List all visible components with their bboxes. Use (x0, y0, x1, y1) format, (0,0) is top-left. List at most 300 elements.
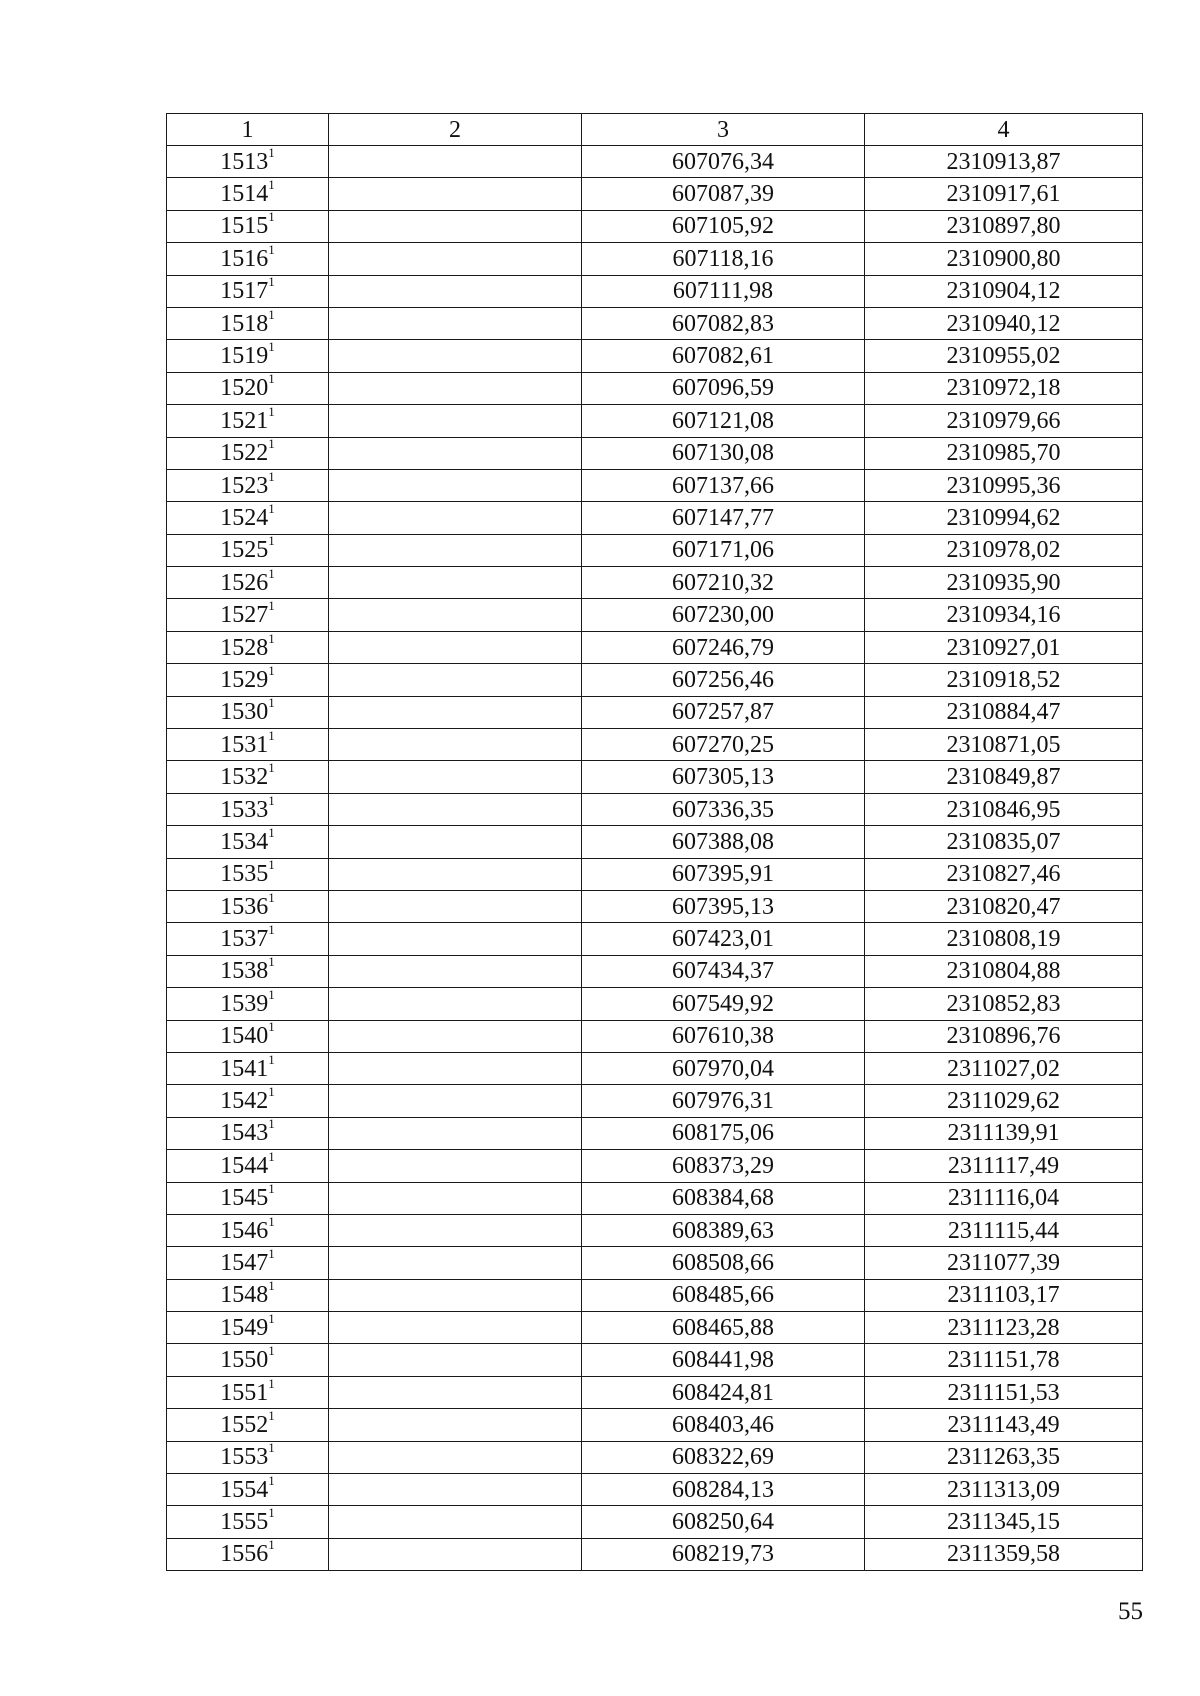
y-coordinate-cell: 2310918,52 (865, 664, 1143, 696)
point-number-superscript: 1 (268, 1245, 275, 1261)
x-coordinate-cell: 608424,81 (582, 1376, 865, 1408)
point-number: 1554 (220, 1476, 269, 1503)
x-coordinate-cell: 607147,77 (582, 502, 865, 534)
point-number-cell (167, 631, 329, 663)
x-coordinate-cell: 607610,38 (582, 1020, 865, 1052)
table-row (167, 1279, 1143, 1311)
table-row (167, 696, 1143, 728)
point-number: 1543 (220, 1120, 269, 1147)
x-coordinate-cell: 607395,13 (582, 890, 865, 922)
x-coordinate-cell: 607210,32 (582, 567, 865, 599)
point-number: 1528 (220, 634, 269, 661)
point-number-cell (167, 1441, 329, 1473)
empty-cell (329, 1214, 582, 1246)
point-number-superscript: 1 (268, 209, 275, 225)
x-coordinate-cell: 608465,88 (582, 1312, 865, 1344)
point-number-cell (167, 275, 329, 307)
y-coordinate-cell: 2311103,17 (865, 1279, 1143, 1311)
y-coordinate-cell: 2311077,39 (865, 1247, 1143, 1279)
y-coordinate-cell: 2310940,12 (865, 307, 1143, 339)
point-number: 1526 (220, 569, 269, 596)
table-row (167, 178, 1143, 210)
point-number-cell (167, 1182, 329, 1214)
point-number-cell (167, 210, 329, 242)
table-row (167, 826, 1143, 858)
empty-cell (329, 210, 582, 242)
empty-cell (329, 1506, 582, 1538)
table-row (167, 599, 1143, 631)
point-number-superscript: 1 (268, 630, 275, 646)
empty-cell (329, 1117, 582, 1149)
table-row (167, 1117, 1143, 1149)
point-number-superscript: 1 (268, 1084, 275, 1100)
table-body (167, 146, 1143, 1571)
empty-cell (329, 1344, 582, 1376)
y-coordinate-cell: 2310994,62 (865, 502, 1143, 534)
empty-cell (329, 372, 582, 404)
x-coordinate-cell: 607270,25 (582, 729, 865, 761)
y-coordinate-cell: 2311116,04 (865, 1182, 1143, 1214)
point-number-cell (167, 988, 329, 1020)
y-coordinate-cell: 2310904,12 (865, 275, 1143, 307)
y-coordinate-cell: 2310995,36 (865, 469, 1143, 501)
x-coordinate-cell: 607096,59 (582, 372, 865, 404)
point-number-superscript: 1 (268, 727, 275, 743)
point-number-superscript: 1 (268, 598, 275, 614)
empty-cell (329, 340, 582, 372)
y-coordinate-cell: 2311115,44 (865, 1214, 1143, 1246)
point-number-superscript: 1 (268, 662, 275, 678)
empty-cell (329, 534, 582, 566)
point-number-cell (167, 1344, 329, 1376)
point-number-superscript: 1 (268, 889, 275, 905)
table-row (167, 1085, 1143, 1117)
point-number: 1513 (220, 148, 269, 175)
table-row (167, 1182, 1143, 1214)
y-coordinate-cell: 2310827,46 (865, 858, 1143, 890)
point-number-superscript: 1 (268, 436, 275, 452)
point-number-superscript: 1 (268, 177, 275, 193)
table-row (167, 631, 1143, 663)
point-number-cell (167, 340, 329, 372)
y-coordinate-cell: 2310808,19 (865, 923, 1143, 955)
y-coordinate-cell: 2310835,07 (865, 826, 1143, 858)
y-coordinate-cell: 2311345,15 (865, 1506, 1143, 1538)
point-number-cell (167, 502, 329, 534)
x-coordinate-cell: 607970,04 (582, 1052, 865, 1084)
empty-cell (329, 1182, 582, 1214)
y-coordinate-cell: 2311151,78 (865, 1344, 1143, 1376)
empty-cell (329, 405, 582, 437)
y-coordinate-cell: 2311123,28 (865, 1312, 1143, 1344)
point-number-superscript: 1 (268, 565, 275, 581)
point-number-cell (167, 923, 329, 955)
x-coordinate-cell: 607076,34 (582, 146, 865, 178)
x-coordinate-cell: 607336,35 (582, 793, 865, 825)
x-coordinate-cell: 608403,46 (582, 1409, 865, 1441)
x-coordinate-cell: 608373,29 (582, 1150, 865, 1182)
table-row (167, 405, 1143, 437)
empty-cell (329, 1474, 582, 1506)
x-coordinate-cell: 608175,06 (582, 1117, 865, 1149)
empty-cell (329, 858, 582, 890)
table-row (167, 858, 1143, 890)
point-number-cell (167, 1085, 329, 1117)
x-coordinate-cell: 607246,79 (582, 631, 865, 663)
table-row (167, 793, 1143, 825)
point-number-superscript: 1 (268, 403, 275, 419)
page-number: 55 (1118, 1598, 1143, 1625)
point-number-cell (167, 1052, 329, 1084)
point-number-cell (167, 1117, 329, 1149)
point-number-cell (167, 567, 329, 599)
y-coordinate-cell: 2310852,83 (865, 988, 1143, 1020)
point-number-superscript: 1 (268, 1440, 275, 1456)
x-coordinate-cell: 607976,31 (582, 1085, 865, 1117)
header-col-2: 2 (329, 114, 582, 146)
table-row (167, 437, 1143, 469)
x-coordinate-cell: 607130,08 (582, 437, 865, 469)
table-row (167, 210, 1143, 242)
empty-cell (329, 664, 582, 696)
point-number: 1519 (220, 343, 269, 370)
x-coordinate-cell: 608250,64 (582, 1506, 865, 1538)
point-number-superscript: 1 (268, 1310, 275, 1326)
table-row (167, 1474, 1143, 1506)
point-number-superscript: 1 (268, 274, 275, 290)
point-number-cell (167, 1214, 329, 1246)
table-row (167, 146, 1143, 178)
empty-cell (329, 1085, 582, 1117)
y-coordinate-cell: 2310913,87 (865, 146, 1143, 178)
table-header (167, 114, 1143, 146)
point-number-cell (167, 1020, 329, 1052)
empty-cell (329, 275, 582, 307)
point-number: 1531 (220, 731, 269, 758)
empty-cell (329, 599, 582, 631)
table-row (167, 890, 1143, 922)
table-row (167, 1441, 1143, 1473)
empty-cell (329, 988, 582, 1020)
x-coordinate-cell: 607121,08 (582, 405, 865, 437)
point-number-cell (167, 1538, 329, 1570)
point-number: 1533 (220, 796, 269, 823)
point-number: 1522 (220, 440, 269, 467)
x-coordinate-cell: 607082,83 (582, 307, 865, 339)
y-coordinate-cell: 2310896,76 (865, 1020, 1143, 1052)
point-number-cell (167, 858, 329, 890)
table-row (167, 1538, 1143, 1570)
y-coordinate-cell: 2310897,80 (865, 210, 1143, 242)
empty-cell (329, 243, 582, 275)
point-number-superscript: 1 (268, 695, 275, 711)
point-number-cell (167, 534, 329, 566)
y-coordinate-cell: 2311139,91 (865, 1117, 1143, 1149)
point-number: 1530 (220, 699, 269, 726)
point-number: 1550 (220, 1347, 269, 1374)
point-number: 1556 (220, 1541, 269, 1568)
y-coordinate-cell: 2310820,47 (865, 890, 1143, 922)
header-col-3: 3 (582, 114, 865, 146)
x-coordinate-cell: 608485,66 (582, 1279, 865, 1311)
table-row (167, 567, 1143, 599)
point-number-cell (167, 826, 329, 858)
header-row (167, 114, 1143, 146)
point-number-cell (167, 1150, 329, 1182)
coordinates-table (166, 113, 1143, 1571)
point-number: 1540 (220, 1023, 269, 1050)
point-number: 1537 (220, 926, 269, 953)
y-coordinate-cell: 2310884,47 (865, 696, 1143, 728)
x-coordinate-cell: 607105,92 (582, 210, 865, 242)
empty-cell (329, 1538, 582, 1570)
y-coordinate-cell: 2310917,61 (865, 178, 1143, 210)
x-coordinate-cell: 607118,16 (582, 243, 865, 275)
x-coordinate-cell: 607256,46 (582, 664, 865, 696)
table-row (167, 1376, 1143, 1408)
point-number-superscript: 1 (268, 1116, 275, 1132)
point-number: 1541 (220, 1055, 269, 1082)
y-coordinate-cell: 2310927,01 (865, 631, 1143, 663)
point-number-superscript: 1 (268, 1278, 275, 1294)
y-coordinate-cell: 2310804,88 (865, 955, 1143, 987)
table-row (167, 469, 1143, 501)
y-coordinate-cell: 2311117,49 (865, 1150, 1143, 1182)
point-number-cell (167, 1506, 329, 1538)
table-row (167, 664, 1143, 696)
point-number: 1523 (220, 472, 269, 499)
y-coordinate-cell: 2310934,16 (865, 599, 1143, 631)
table-row (167, 1214, 1143, 1246)
y-coordinate-cell: 2311151,53 (865, 1376, 1143, 1408)
empty-cell (329, 793, 582, 825)
point-number-cell (167, 793, 329, 825)
empty-cell (329, 146, 582, 178)
y-coordinate-cell: 2311313,09 (865, 1474, 1143, 1506)
empty-cell (329, 1150, 582, 1182)
point-number-superscript: 1 (268, 500, 275, 516)
point-number-superscript: 1 (268, 306, 275, 322)
point-number-cell (167, 243, 329, 275)
empty-cell (329, 307, 582, 339)
x-coordinate-cell: 608389,63 (582, 1214, 865, 1246)
point-number: 1546 (220, 1217, 269, 1244)
point-number-cell (167, 890, 329, 922)
header-col-1: 1 (167, 114, 329, 146)
empty-cell (329, 502, 582, 534)
point-number: 1532 (220, 764, 269, 791)
point-number: 1545 (220, 1185, 269, 1212)
empty-cell (329, 696, 582, 728)
empty-cell (329, 631, 582, 663)
y-coordinate-cell: 2310871,05 (865, 729, 1143, 761)
point-number-cell (167, 437, 329, 469)
point-number: 1553 (220, 1444, 269, 1471)
y-coordinate-cell: 2311143,49 (865, 1409, 1143, 1441)
x-coordinate-cell: 607230,00 (582, 599, 865, 631)
point-number-superscript: 1 (268, 1505, 275, 1521)
empty-cell (329, 178, 582, 210)
point-number: 1529 (220, 666, 269, 693)
y-coordinate-cell: 2310955,02 (865, 340, 1143, 372)
point-number: 1547 (220, 1249, 269, 1276)
point-number-superscript: 1 (268, 1472, 275, 1488)
y-coordinate-cell: 2310935,90 (865, 567, 1143, 599)
point-number: 1525 (220, 537, 269, 564)
table-row (167, 275, 1143, 307)
header-col-4: 4 (865, 114, 1143, 146)
point-number-superscript: 1 (268, 241, 275, 257)
x-coordinate-cell: 607137,66 (582, 469, 865, 501)
point-number-cell (167, 955, 329, 987)
point-number-cell (167, 469, 329, 501)
point-number-cell (167, 178, 329, 210)
point-number: 1549 (220, 1314, 269, 1341)
empty-cell (329, 955, 582, 987)
point-number-cell (167, 1279, 329, 1311)
point-number-superscript: 1 (268, 1051, 275, 1067)
point-number-superscript: 1 (268, 986, 275, 1002)
table-row (167, 1052, 1143, 1084)
point-number: 1535 (220, 861, 269, 888)
point-number-cell (167, 696, 329, 728)
point-number: 1544 (220, 1152, 269, 1179)
point-number-cell (167, 405, 329, 437)
point-number: 1516 (220, 245, 269, 272)
point-number: 1534 (220, 828, 269, 855)
empty-cell (329, 1441, 582, 1473)
y-coordinate-cell: 2310849,87 (865, 761, 1143, 793)
empty-cell (329, 1052, 582, 1084)
point-number: 1524 (220, 504, 269, 531)
empty-cell (329, 890, 582, 922)
point-number-superscript: 1 (268, 1181, 275, 1197)
empty-cell (329, 923, 582, 955)
y-coordinate-cell: 2310978,02 (865, 534, 1143, 566)
point-number-superscript: 1 (268, 760, 275, 776)
point-number: 1514 (220, 181, 269, 208)
x-coordinate-cell: 608384,68 (582, 1182, 865, 1214)
point-number: 1555 (220, 1509, 269, 1536)
empty-cell (329, 1020, 582, 1052)
point-number-superscript: 1 (268, 1148, 275, 1164)
point-number-cell (167, 729, 329, 761)
point-number: 1518 (220, 310, 269, 337)
table-row (167, 1312, 1143, 1344)
empty-cell (329, 729, 582, 761)
table-row (167, 955, 1143, 987)
table-row (167, 988, 1143, 1020)
table-row (167, 1409, 1143, 1441)
table-row (167, 761, 1143, 793)
table-row (167, 1506, 1143, 1538)
x-coordinate-cell: 608284,13 (582, 1474, 865, 1506)
point-number: 1538 (220, 958, 269, 985)
table-row (167, 923, 1143, 955)
point-number-cell (167, 1409, 329, 1441)
point-number-cell (167, 761, 329, 793)
point-number: 1542 (220, 1088, 269, 1115)
table-row (167, 729, 1143, 761)
point-number-superscript: 1 (268, 1343, 275, 1359)
x-coordinate-cell: 607549,92 (582, 988, 865, 1020)
empty-cell (329, 826, 582, 858)
empty-cell (329, 469, 582, 501)
point-number-superscript: 1 (268, 1537, 275, 1553)
y-coordinate-cell: 2311027,02 (865, 1052, 1143, 1084)
x-coordinate-cell: 607388,08 (582, 826, 865, 858)
point-number-superscript: 1 (268, 144, 275, 160)
empty-cell (329, 1409, 582, 1441)
point-number-superscript: 1 (268, 857, 275, 873)
point-number-superscript: 1 (268, 1213, 275, 1229)
point-number-cell (167, 1376, 329, 1408)
point-number-superscript: 1 (268, 468, 275, 484)
table-row (167, 340, 1143, 372)
empty-cell (329, 1247, 582, 1279)
point-number-cell (167, 307, 329, 339)
point-number: 1548 (220, 1282, 269, 1309)
point-number-superscript: 1 (268, 824, 275, 840)
table-row (167, 534, 1143, 566)
y-coordinate-cell: 2310972,18 (865, 372, 1143, 404)
y-coordinate-cell: 2310979,66 (865, 405, 1143, 437)
point-number: 1552 (220, 1411, 269, 1438)
empty-cell (329, 1376, 582, 1408)
x-coordinate-cell: 607087,39 (582, 178, 865, 210)
y-coordinate-cell: 2311029,62 (865, 1085, 1143, 1117)
table-row (167, 1150, 1143, 1182)
y-coordinate-cell: 2310985,70 (865, 437, 1143, 469)
point-number-superscript: 1 (268, 1375, 275, 1391)
x-coordinate-cell: 607434,37 (582, 955, 865, 987)
point-number-cell (167, 372, 329, 404)
point-number-cell (167, 1312, 329, 1344)
empty-cell (329, 1279, 582, 1311)
table-row (167, 1020, 1143, 1052)
table-row (167, 502, 1143, 534)
point-number-cell (167, 1247, 329, 1279)
point-number-superscript: 1 (268, 1019, 275, 1035)
table-row (167, 307, 1143, 339)
y-coordinate-cell: 2311263,35 (865, 1441, 1143, 1473)
x-coordinate-cell: 607423,01 (582, 923, 865, 955)
empty-cell (329, 1312, 582, 1344)
point-number: 1520 (220, 375, 269, 402)
point-number-superscript: 1 (268, 339, 275, 355)
x-coordinate-cell: 608508,66 (582, 1247, 865, 1279)
table-row (167, 1344, 1143, 1376)
x-coordinate-cell: 607305,13 (582, 761, 865, 793)
x-coordinate-cell: 607171,06 (582, 534, 865, 566)
point-number: 1539 (220, 990, 269, 1017)
point-number-cell (167, 599, 329, 631)
y-coordinate-cell: 2311359,58 (865, 1538, 1143, 1570)
empty-cell (329, 761, 582, 793)
x-coordinate-cell: 608441,98 (582, 1344, 865, 1376)
x-coordinate-cell: 608322,69 (582, 1441, 865, 1473)
point-number: 1527 (220, 602, 269, 629)
empty-cell (329, 567, 582, 599)
table-row (167, 243, 1143, 275)
point-number: 1515 (220, 213, 269, 240)
table-row (167, 1247, 1143, 1279)
x-coordinate-cell: 607257,87 (582, 696, 865, 728)
point-number-superscript: 1 (268, 533, 275, 549)
x-coordinate-cell: 608219,73 (582, 1538, 865, 1570)
point-number: 1536 (220, 893, 269, 920)
point-number: 1551 (220, 1379, 269, 1406)
